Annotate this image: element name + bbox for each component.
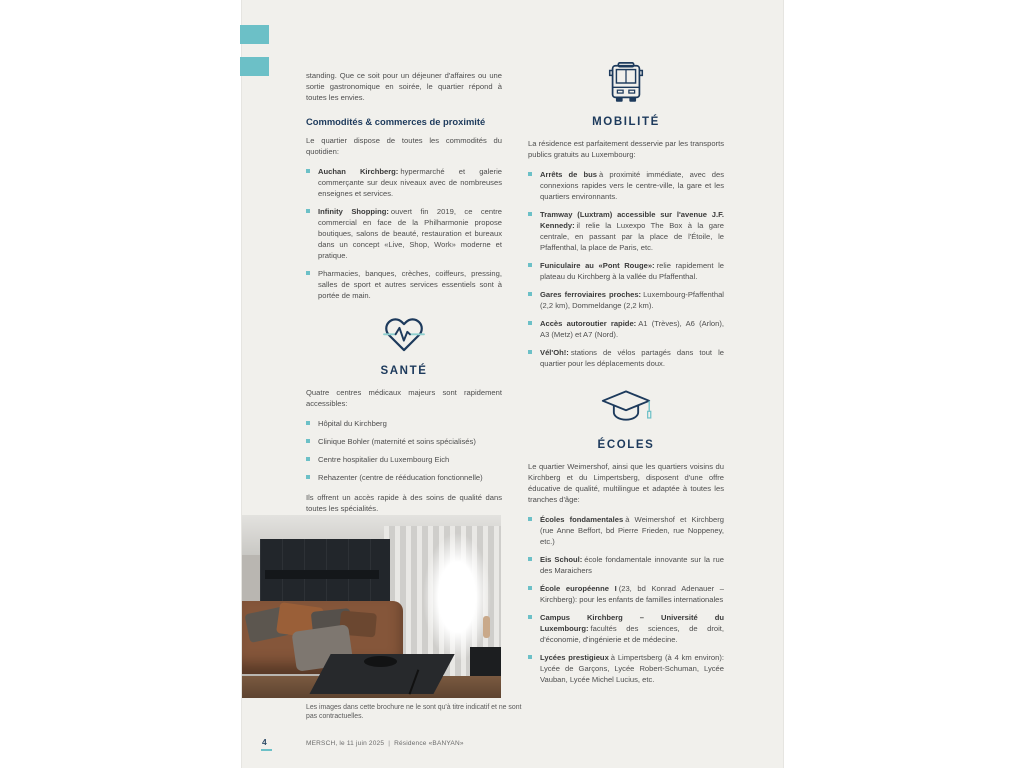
list-item xyxy=(528,347,724,369)
bullet-square-icon xyxy=(306,169,310,173)
footer-separator: | xyxy=(388,740,391,747)
bullet-square-icon xyxy=(528,655,532,659)
commodites-heading: Commodités & commerces de proximité xyxy=(306,116,486,127)
bullet-text: à proximité immédiate, avec des connexions rapides vers le centre-ville, la gare et les quartiers environnants. xyxy=(540,170,725,201)
bullet-text: Centre hospitalier du Luxembourg Eich xyxy=(318,455,450,464)
graduation-cap-icon xyxy=(599,387,653,429)
accent-rectangle-bottom xyxy=(240,57,269,76)
bullet-text: école fondamentale innovante sur la rue des Maraichers xyxy=(540,555,724,575)
list-item xyxy=(306,268,502,301)
bullet-text: Pharmacies, banques, crèches, coiffeurs, pressing, salles de sport et autres services essentiels sont à portée de main. xyxy=(318,269,502,300)
list-item xyxy=(528,318,724,340)
bullet-lead: Auchan Kirchberg: xyxy=(318,167,399,176)
bullet-text: Luxembourg-Pfaffenthal (2,2 km), Dommeldange (2,2 km). xyxy=(540,290,724,310)
list-item xyxy=(528,514,724,547)
bullet-square-icon xyxy=(306,439,310,443)
mobilite-heading: MOBILITÉ xyxy=(592,116,660,128)
list-item xyxy=(306,166,502,199)
bullet-text: Clinique Bohler (maternité et soins spécialisés) xyxy=(318,437,476,446)
bullet-square-icon xyxy=(528,292,532,296)
mobilite-icon-wrap xyxy=(528,60,724,109)
bullet-square-icon xyxy=(306,457,310,461)
bullet-square-icon xyxy=(528,557,532,561)
bullet-lead: Campus Kirchberg – Université du Luxembourg: xyxy=(540,613,724,633)
bus-icon xyxy=(603,60,649,106)
left-column xyxy=(306,70,502,514)
intro-continuation-paragraph: standing. Que ce soit pour un déjeuner d'affaires ou une sortie gastronomique en soirée, le quartier répond à toutes les envies. xyxy=(306,71,502,102)
ecoles-heading: ÉCOLES xyxy=(597,439,655,451)
bullet-text: Rehazenter (centre de rééducation fonctionnelle) xyxy=(318,473,483,482)
bullet-text: Hôpital du Kirchberg xyxy=(318,419,387,428)
bullet-text: à Limpertsberg (à 4 km environ): Lycée de Garçons, Lycée Robert-Schuman, Lycée Vauban, Lycée Michel Lucius, etc. xyxy=(540,653,724,684)
photo-shelf xyxy=(265,570,379,579)
accent-rectangle-top xyxy=(240,25,269,44)
bullet-square-icon xyxy=(528,350,532,354)
list-item xyxy=(306,418,502,429)
bullet-text: relie rapidement le plateau du Kirchberg à la vallée du Pfaffenthal. xyxy=(540,261,724,281)
sante-intro: Quatre centres médicaux majeurs sont rapidement accessibles: xyxy=(306,388,502,408)
footer-date: MERSCH, le 11 juin 2025 xyxy=(306,740,385,747)
bullet-lead: Lycées prestigieux xyxy=(540,653,609,662)
bullet-square-icon xyxy=(528,517,532,521)
bullet-square-icon xyxy=(306,475,310,479)
bullet-text: il relie la Luxexpo The Box à la gare centrale, en passant par la place de l'Étoile, le Pfaffenthal, la place de Paris, etc. xyxy=(540,221,724,252)
photo-lamp xyxy=(483,616,490,638)
bullet-text: A1 (Trèves), A6 (Arlon), A3 (Metz) et A7 (Nord). xyxy=(540,319,724,339)
bullet-text: (23, bd Konrad Adenauer – Kirchberg): pour les enfants de familles internationales xyxy=(540,584,724,604)
photo-bowl xyxy=(364,656,398,667)
bullet-square-icon xyxy=(306,421,310,425)
sante-outro: Ils offrent un accès rapide à des soins de qualité dans toutes les spécialités. xyxy=(306,493,502,513)
bullet-lead: Vél'Oh!: xyxy=(540,348,569,357)
page-number-underline xyxy=(261,749,272,751)
bullet-lead: Arrêts de bus xyxy=(540,170,598,179)
commodites-intro: Le quartier dispose de toutes les commodités du quotidien: xyxy=(306,136,502,156)
bullet-square-icon xyxy=(528,321,532,325)
bullet-text: facultés des sciences, de droit, d'économie, d'ingénierie et de médecine. xyxy=(540,624,724,644)
mobilite-intro: La résidence est parfaitement desservie par les transports publics gratuits au Luxembourg: xyxy=(528,139,724,159)
sante-bullet-list xyxy=(306,418,502,483)
bullet-text: hypermarché et galerie commerçante sur deux niveaux avec de nombreuses enseignes et services. xyxy=(318,167,502,198)
bullet-square-icon xyxy=(528,615,532,619)
bullet-lead: Écoles fondamentales xyxy=(540,515,624,524)
ecoles-icon-wrap xyxy=(528,387,724,432)
ecoles-bullet-list xyxy=(528,514,724,685)
footer-doc-title: Résidence «BANYAN» xyxy=(394,740,464,747)
bullet-lead: Accès autoroutier rapide: xyxy=(540,319,637,328)
bullet-square-icon xyxy=(528,172,532,176)
bullet-square-icon xyxy=(306,271,310,275)
sante-heading: SANTÉ xyxy=(380,365,428,377)
bullet-lead: Infinity Shopping: xyxy=(318,207,389,216)
ecoles-intro: Le quartier Weimershof, ainsi que les quartiers voisins du Kirchberg et du Limpertsberg, disposent d'une offre éducative de qualité, multilingue et adaptée à toutes les tranches d'âge: xyxy=(528,462,724,504)
bullet-lead: Gares ferroviaires proches: xyxy=(540,290,642,299)
list-item xyxy=(528,289,724,311)
list-item xyxy=(528,169,724,202)
heart-pulse-icon xyxy=(383,315,425,355)
list-item xyxy=(528,209,724,253)
commodites-bullet-list xyxy=(306,166,502,301)
bullet-square-icon xyxy=(306,209,310,213)
bullet-square-icon xyxy=(528,212,532,216)
bullet-lead: Tramway (Luxtram) accessible sur l'avenue J.F. Kennedy: xyxy=(540,210,724,230)
list-item xyxy=(306,436,502,447)
list-item xyxy=(528,260,724,282)
footer-text xyxy=(306,740,464,747)
list-item xyxy=(306,472,502,483)
list-item xyxy=(306,454,502,465)
brochure-page xyxy=(241,0,784,768)
list-item xyxy=(528,652,724,685)
bullet-square-icon xyxy=(528,263,532,267)
list-item xyxy=(528,554,724,576)
sante-icon-wrap xyxy=(306,315,502,358)
bullet-square-icon xyxy=(528,586,532,590)
list-item xyxy=(306,206,502,261)
bullet-text: stations de vélos partagés dans tout le quartier pour les déplacements doux. xyxy=(540,348,724,368)
bullet-text: à Weimershof et Kirchberg (rue Anne Beffort, bd Pierre Frieden, rue Noppeney, etc.) xyxy=(540,515,724,546)
list-item xyxy=(528,583,724,605)
photo-window-light xyxy=(423,533,490,661)
bullet-lead: École européenne I xyxy=(540,584,617,593)
bullet-text: ouvert fin 2019, ce centre commercial en face de la Philharmonie propose boutiques, salons de beauté, restauration et bureaux dans un concept «Live, Shop, Work» moderne et pratique. xyxy=(318,207,502,260)
page-number: 4 xyxy=(262,737,267,747)
mobilite-bullet-list xyxy=(528,169,724,369)
photo-caption: Les images dans cette brochure ne le sont qu'à titre indicatif et ne sont pas contractuelles. xyxy=(306,704,522,720)
bullet-lead: Eis Schoul: xyxy=(540,555,583,564)
bullet-lead: Funiculaire au «Pont Rouge»: xyxy=(540,261,655,270)
living-room-photo xyxy=(242,515,501,698)
right-column xyxy=(528,60,724,694)
list-item xyxy=(528,612,724,645)
